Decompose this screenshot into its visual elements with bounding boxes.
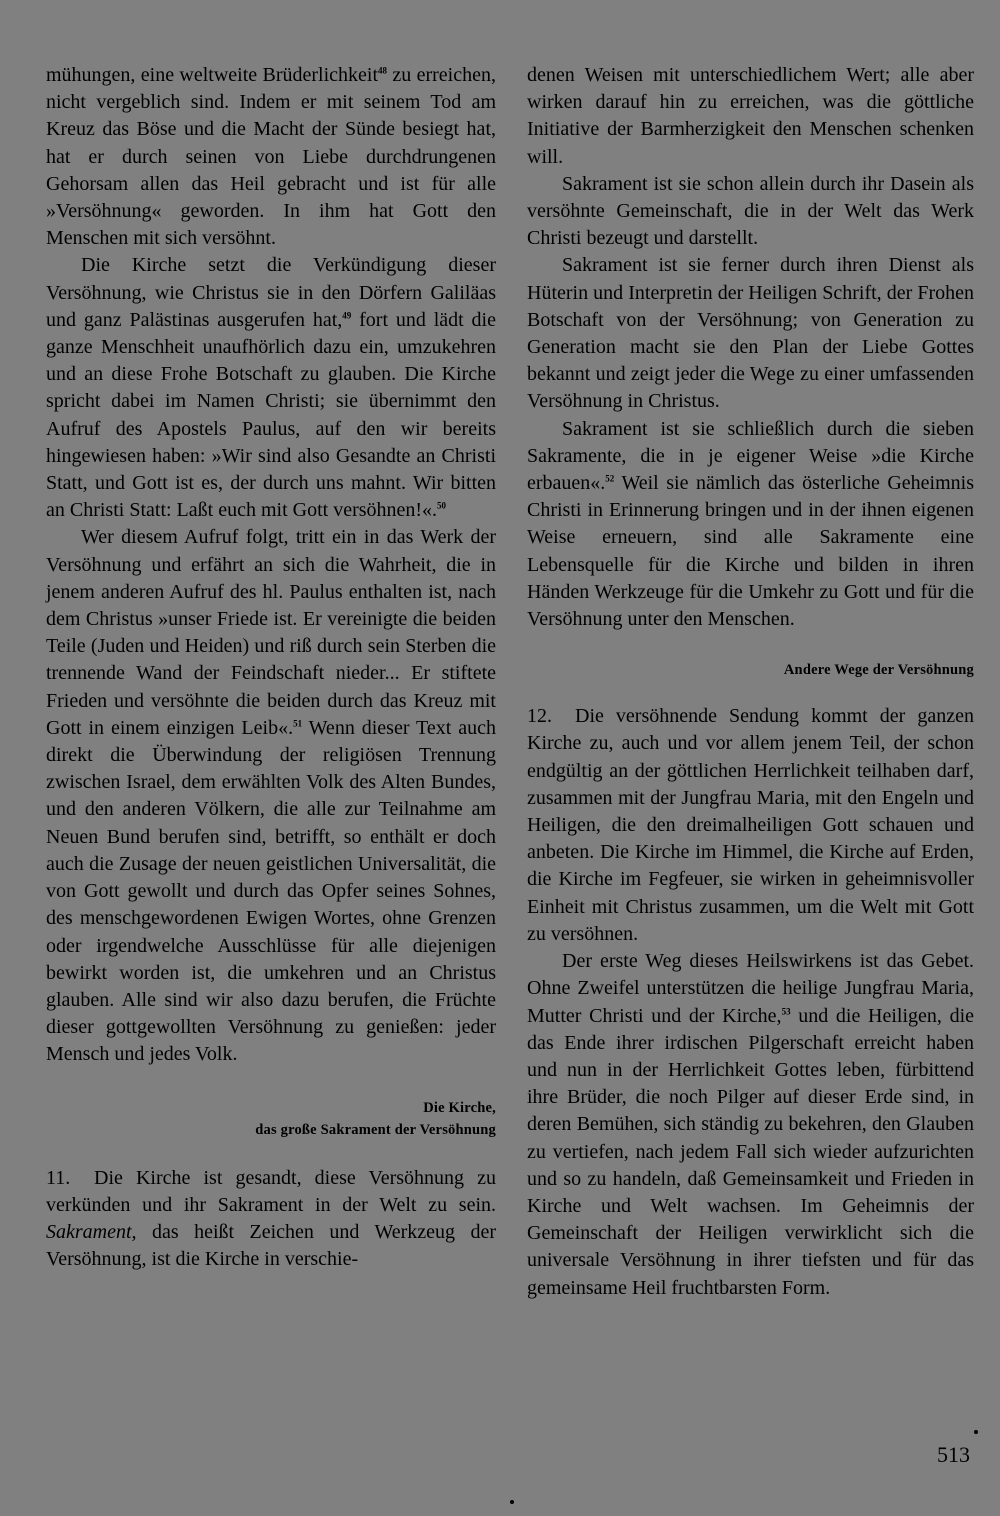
paragraph-text: Wer diesem Aufruf folgt, tritt ein in das Werk der Versöhnung und erfährt an sich die Wahrheit, die in jenem anderen Aufruf des hl. Paulus enthalten ist, nach dem Christus »unser Friede ist. Er vereinigte die beiden Teile (Juden und Heiden) und riß durch sein Sterben die trennende Wand der Feindschaft nieder... Er stiftete Frieden und versöhnte die beiden durch das Kreuz mit Gott in einem einzigen Leib«. — [46, 526, 496, 739]
section-heading-line: Die Kirche, — [423, 1099, 496, 1116]
paragraph-text: Die Kirche ist gesandt, diese Versöhnung zu verkünden und ihr Sakrament in der Welt zu sein. — [46, 1166, 496, 1216]
paragraph-text: Die versöhnende Sendung kommt der ganzen Kirche zu, auch und vor allem jenem Teil, der schon endgültig an der göttlichen Herrlichkeit teilhaben darf, zusammen mit der Jungfrau Maria, mit den Engeln und Heiligen, die den dreimalheiligen Gott schauen und anbeten. Die Kirche im Himmel, die Kirche auf Erden, die Kirche im Fegfeuer, sie wirken in geheimnisvoller Einheit mit Christus zusammen, um die Welt mit Gott zu versöhnen. — [527, 705, 974, 945]
paragraph — [46, 252, 496, 524]
scan-speck — [974, 1430, 978, 1434]
section-heading — [46, 1097, 496, 1141]
footnote-marker: 53 — [781, 1005, 791, 1016]
paragraph-text: zu erreichen, nicht vergeblich sind. Indem er mit seinem Tod am Kreuz das Böse und die Macht der Sünde besiegt hat, hat er durch seinen von Liebe durchdrungenen Gehorsam allen das Heil gebracht und ist für alle »Versöhnung« geworden. In ihm hat Gott den Menschen mit sich versöhnt. — [46, 64, 496, 250]
scan-speck — [510, 1500, 514, 1504]
numbered-paragraph — [527, 703, 974, 948]
section-heading: Andere Wege der Versöhnung — [783, 662, 974, 679]
paragraph — [46, 524, 496, 1068]
paragraph-text: Sakrament ist sie schließlich durch die sieben Sakramente, die in je eigener Weise »die Kirche erbauen«. — [527, 417, 974, 495]
paragraph-text: mühungen, eine weltweite Brüderlichkeit — [46, 64, 379, 86]
footnote-marker: 50 — [437, 500, 447, 511]
paragraph-text: fort und lädt die ganze Menschheit unaufhörlich dazu ein, umzukehren und an diese Frohe Botschaft zu glauben. Die Kirche spricht dabei im Namen Christi; sie übernimmt den Aufruf des Apostels Paulus, auf den wir bereits hingewiesen haben: »Wir sind also Gesandte an Christi Statt, und Gott ist es, der durch uns mahnt. Wir bitten an Christi Statt: Laßt euch mit Gott versöhnen!«. — [46, 308, 496, 522]
paragraph-number: 12. — [527, 705, 552, 728]
italic-term: Sakrament, — [46, 1220, 137, 1243]
paragraph — [46, 62, 496, 252]
paragraph-text: und die Heiligen, die das Ende ihrer irdischen Pilgerschaft erreicht haben und nun in der Herrlichkeit Gottes leben, fürbittend ihre Brüder, die noch Pilger auf dieser Erde sind, in deren Bemühen, sich ständig zu bekehren, den Glauben zu vertiefen, nach jedem Fall sich wieder aufzurichten und so zu handeln, daß Gemeinsamkeit und Frieden in Kirche und Welt wachsen. Im Geheimnis der Gemeinschaft der Heiligen verwirklicht sich die universale Versöhnung in ihrer tiefsten und für das gemeinsame Heil fruchtbarsten Form. — [527, 1004, 975, 1299]
numbered-paragraph — [46, 1165, 496, 1274]
paragraph: Sakrament ist sie schon allein durch ihr Dasein als versöhnte Gemeinschaft, die in der Welt das Werk Christi bezeugt und darstellt. — [527, 172, 974, 250]
paragraph-text: Weil sie nämlich das österliche Geheimnis Christi in Erinnerung bringen und in der ihnen eigenen Weise erneuern, sind alle Sakramente eine Lebensquelle für die Kirche und bilden in ihren Händen Werkzeuge für die Umkehr zu Gott und für die Versöhnung unter den Menschen. — [527, 472, 974, 631]
footnote-marker: 51 — [293, 718, 303, 729]
paragraph-number: 11. — [46, 1166, 71, 1189]
paragraph-text: Die Kirche setzt die Verkündigung dieser Versöhnung, wie Christus sie in den Dörfern Galiläas und ganz Palästinas ausgerufen hat, — [46, 254, 496, 331]
paragraph: denen Weisen mit unterschiedlichem Wert; alle aber wirken darauf hin zu erreichen, was die göttliche Initiative der Barmherzigkeit den Menschen schenken will. — [527, 64, 974, 168]
paragraph-text: Wenn dieser Text auch direkt die Überwindung der religiösen Trennung zwischen Israel, dem erwählten Volk des Alten Bundes, und den anderen Völkern, die alle zur Teilnahme am Neuen Bund berufen sind, betrifft, so enthält er doch auch die Zusage der neuen geistlichen Universalität, die von Gott gewollt und durch das Opfer seines Sohnes, des menschgewordenen Ewigen Wortes, ohne Grenzen oder irgendwelche Ausschlüsse für alle diejenigen bewirkt worden ist, die umkehren und an Christus glauben. Alle sind wir also dazu berufen, die Früchte dieser gottgewollten Versöhnung zu genießen: jeder Mensch und jedes Volk. — [46, 716, 496, 1066]
right-column — [527, 62, 974, 1302]
page-number: 513 — [937, 1442, 970, 1467]
footnote-marker: 52 — [605, 473, 615, 484]
paragraph-text: das heißt Zeichen und Werkzeug der Versöhnung, ist die Kirche in verschie- — [46, 1220, 496, 1271]
footnote-marker: 48 — [378, 65, 388, 76]
footnote-marker: 49 — [342, 310, 352, 321]
paragraph-text: Der erste Weg dieses Heilswirkens ist das Gebet. Ohne Zweifel unterstützen die heilige Jungfrau Maria, Mutter Christi und der Kirche, — [527, 950, 974, 1027]
left-column — [46, 62, 496, 1273]
paragraph: Sakrament ist sie ferner durch ihren Dienst als Hüterin und Interpretin der Heiligen Schrift, der Frohen Botschaft von der Versöhnung; von Generation zu Generation macht sie den Plan der Liebe Gottes bekannt und zeigt jeder die Wege zu einer umfassenden Versöhnung in Christus. — [527, 254, 974, 413]
section-heading-line: das große Sakrament der Versöhnung — [255, 1121, 496, 1138]
paragraph — [527, 948, 974, 1302]
paragraph — [527, 416, 974, 634]
